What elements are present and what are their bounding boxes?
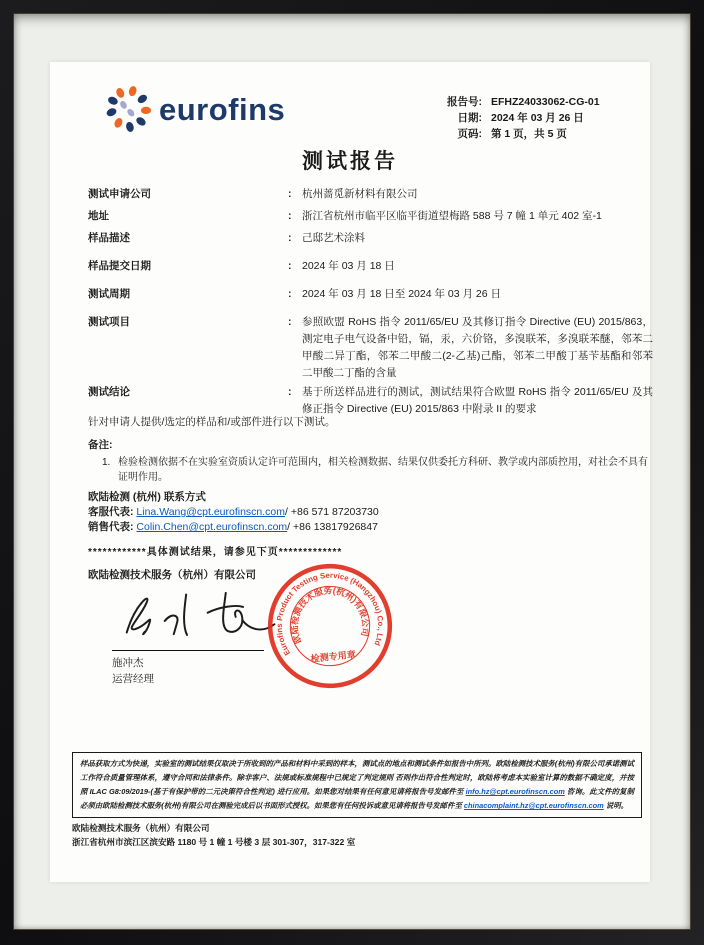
field-colon: : bbox=[288, 260, 292, 272]
contact-title: 欧陆检测 (杭州) 联系方式 bbox=[88, 491, 206, 503]
stamp-outer-text: Eurofins Product Testing Service (Hangzhou) Co., Ltd bbox=[274, 570, 386, 658]
field-label: 地址 bbox=[88, 210, 109, 222]
contact-section bbox=[88, 490, 379, 534]
contact-row-customer-service bbox=[88, 505, 379, 519]
signature-line bbox=[112, 650, 264, 651]
footer-address: 浙江省杭州市滨江区滨安路 1180 号 1 幢 1 号楼 3 层 301-307，317-322 室 bbox=[72, 837, 356, 847]
eurofins-wordmark: eurofins bbox=[159, 91, 286, 127]
field-row-applicant-company bbox=[88, 186, 653, 203]
field-row-sample-received-date bbox=[88, 258, 653, 275]
company-stamp bbox=[259, 555, 402, 698]
continuation-note: ************具体测试结果，请参见下页************* bbox=[88, 547, 343, 558]
report-number-label: 报告号: bbox=[447, 96, 482, 108]
report-date-label: 日期: bbox=[457, 112, 482, 124]
field-label: 测试申请公司 bbox=[88, 188, 151, 200]
page-title: 测试报告 bbox=[302, 150, 398, 173]
report-date-row bbox=[380, 110, 642, 126]
disclaimer-text: 样品获取方式为快递，实验室的测试结果仅取决于所收到的产品和材料中采到的样本，测试点的地点和测试条件如报告中所列。欧陆检测技术服务(杭州)有限公司承诺测试工作符合质量管理体系，遵守合同和法律条件。除非客户、法规或标准规程中已规定了判定规则 否则作出符合性判定时，欧陆将考虑本实验室计算的数据不确定度，并按照 ILAC G8:09/2019-(基于有保护带的二元决策符合性判定) 进行应用。如果您对结果有任何意见请将报告号发邮件至 bbox=[80, 759, 634, 797]
field-colon: : bbox=[288, 288, 292, 300]
report-page bbox=[50, 62, 653, 882]
note-text: 检验检测依据不在实验室资质认定许可范围内，相关检测数据、结果仅供委托方科研、教学或内部质控用，对社会不具有证明作用。 bbox=[118, 457, 648, 483]
contact-phone: / +86 571 87203730 bbox=[285, 506, 379, 518]
field-label: 测试项目 bbox=[88, 316, 130, 328]
contact-label: 销售代表: bbox=[88, 521, 134, 533]
notes-section bbox=[88, 438, 653, 485]
field-row-test-conclusion bbox=[88, 384, 653, 418]
field-value: 2024 年 03 月 18 日 bbox=[302, 260, 395, 272]
report-fields bbox=[88, 186, 653, 418]
signing-company: 欧陆检测技术服务（杭州）有限公司 bbox=[88, 569, 256, 581]
field-label: 测试周期 bbox=[88, 288, 130, 300]
field-row-sample-description bbox=[88, 230, 653, 247]
field-value: 己邸艺术涂料 bbox=[302, 232, 365, 244]
info-email-link[interactable]: info.hz@cpt.eurofinscn.com bbox=[465, 787, 565, 797]
report-number-value: EFHZ24033062-CG-01 bbox=[491, 96, 600, 108]
field-value: 杭州蔷觅新材料有限公司 bbox=[302, 188, 418, 200]
report-meta bbox=[380, 94, 642, 142]
complaint-email-link[interactable]: chinacomplaint.hz@cpt.eurofinscn.com bbox=[463, 801, 604, 811]
field-colon: : bbox=[288, 386, 292, 398]
footer bbox=[72, 821, 355, 849]
report-date-value: 2024 年 03 月 26 日 bbox=[491, 112, 584, 124]
field-label: 样品提交日期 bbox=[88, 260, 151, 272]
footer-company: 欧陆检测技术服务（杭州）有限公司 bbox=[72, 823, 210, 833]
report-pages-row bbox=[380, 126, 642, 142]
sales-email-link[interactable]: Colin.Chen@cpt.eurofinscn.com bbox=[136, 521, 288, 533]
customer-service-email-link[interactable]: Lina.Wang@cpt.eurofinscn.com bbox=[136, 506, 286, 518]
field-colon: : bbox=[288, 232, 292, 244]
field-colon: : bbox=[288, 316, 292, 328]
note-item bbox=[88, 455, 653, 485]
stamp-inner-text: 欧陆检测技术服务(杭州)有限公司 bbox=[289, 585, 371, 646]
test-scope-line: 针对申请人提供/选定的样品和/或部件进行以下测试。 bbox=[88, 416, 336, 428]
signer-title: 运营经理 bbox=[112, 673, 154, 685]
disclaimer-text: 咨询。此文件的复制必须由欧陆检测技术服务(杭州)有限公司在测验完成后以书面形式授权。如果您有任何投诉或意见请将报告号发邮件至 bbox=[80, 787, 634, 811]
field-value: 基于所送样品进行的测试，测试结果符合欧盟 RoHS 指令 2011/65/EU 及其修正指令 Directive (EU) 2015/863 中附录 II 的要求 bbox=[302, 386, 653, 415]
field-row-testing-period bbox=[88, 286, 653, 303]
field-label: 测试结论 bbox=[88, 386, 130, 398]
field-value: 浙江省杭州市临平区临平街道望梅路 588 号 7 幢 1 单元 402 室-1 bbox=[302, 210, 602, 222]
notes-heading: 备注: bbox=[88, 439, 113, 451]
field-value: 2024 年 03 月 18 日至 2024 年 03 月 26 日 bbox=[302, 288, 502, 300]
report-pages-label: 页码: bbox=[457, 128, 482, 140]
eurofins-logo-dots-icon bbox=[106, 86, 152, 132]
contact-label: 客服代表: bbox=[88, 506, 134, 518]
report-number-row bbox=[380, 94, 642, 110]
disclaimer-box bbox=[72, 752, 642, 818]
signer-name: 施冲杰 bbox=[112, 657, 144, 669]
eurofins-logo bbox=[106, 86, 285, 132]
contact-row-sales bbox=[88, 520, 379, 534]
stamp-center-text: 检测专用章 bbox=[310, 649, 357, 664]
report-pages-value: 第 1 页，共 5 页 bbox=[491, 128, 567, 140]
field-row-address bbox=[88, 208, 653, 225]
contact-phone: / +86 13817926847 bbox=[287, 521, 378, 533]
note-index: 1. bbox=[102, 457, 111, 468]
field-row-test-requested bbox=[88, 314, 653, 382]
field-colon: : bbox=[288, 210, 292, 222]
field-value: 参照欧盟 RoHS 指令 2011/65/EU 及其修订指令 Directive (EU) 2015/863，测定电子电气设备中铅，镉，汞，六价铬，多溴联苯，多溴联苯醚，邻苯二甲酸二异丁酯，邻苯二甲酸二(2-乙基)己酯，邻苯二甲酸丁基苄基酯和邻苯二甲酸二丁酯的含量 bbox=[302, 316, 653, 379]
disclaimer-text: 说明。 bbox=[603, 801, 628, 811]
field-label: 样品描述 bbox=[88, 232, 130, 244]
field-colon: : bbox=[288, 188, 292, 200]
